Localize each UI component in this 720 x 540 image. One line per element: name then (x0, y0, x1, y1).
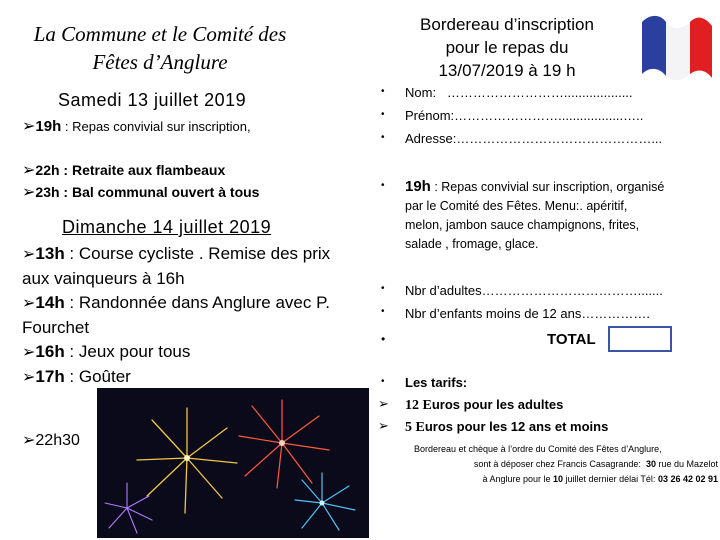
form-title-line-1: Bordereau d’inscription (420, 15, 594, 34)
tarif-children-text: uros pour les 12 ans et moins (424, 419, 609, 434)
adresse-dots: ………………………………………... (456, 131, 663, 146)
sun-item-4 (22, 365, 374, 390)
sun-item-time: 14h (35, 293, 65, 312)
bullet-icon: • (381, 376, 385, 387)
sat-item-time: 22h (35, 162, 60, 178)
sun-item-text: Fourchet (22, 317, 90, 337)
sat-item-text: : Bal communal ouvert à tous (59, 184, 260, 200)
note-text: juillet dernier délai Tél: (563, 474, 658, 484)
total-label: TOTAL (547, 331, 596, 348)
sun-item-1 (22, 242, 374, 267)
sat-item-1 (22, 116, 251, 135)
meal-time: 19h (405, 178, 431, 195)
header-line-2: Fêtes d’Anglure (92, 50, 228, 74)
tarif-children (405, 419, 608, 436)
sun-item-text: aux vainqueurs à 16h (22, 268, 185, 288)
arrow-bullet-icon: ➢ (22, 116, 36, 135)
total-input-box[interactable] (608, 326, 672, 352)
bullet-icon: • (381, 132, 385, 143)
sun-item-time: 13h (35, 244, 65, 263)
arrow-bullet-icon: ➢ (22, 342, 36, 361)
note-text: rue du Mazelot (655, 459, 718, 469)
prenom-field[interactable] (405, 108, 643, 123)
bullet-icon: • (381, 332, 386, 346)
arrow-bullet-icon: ➢ (22, 293, 36, 312)
sat-item-2 (22, 160, 225, 179)
form-title-line-2: pour le repas du (445, 38, 569, 57)
children-count-field[interactable]: Nbr d’enfants moins de 12 ans……………. (405, 306, 650, 321)
meal-line-2: par le Comité des Fêtes. Menu:. apéritif, (405, 199, 628, 213)
note-text: sont à déposer chez Francis Casagrande: (473, 459, 641, 469)
arrow-bullet-icon: ➢ (22, 244, 36, 263)
meal-description (405, 177, 717, 254)
note-line-2 (408, 457, 718, 472)
prenom-label: Prénom: (405, 108, 455, 123)
nom-field[interactable] (405, 85, 633, 100)
meal-line-1 (405, 177, 717, 197)
arrow-bullet-icon: ➢ (22, 182, 36, 201)
note-line-3 (408, 472, 718, 487)
arrow-bullet-icon: ➢ (378, 419, 389, 434)
sun-item-3 (22, 340, 374, 365)
note-phone: 03 26 42 02 91 (657, 474, 718, 484)
france-flag-icon (640, 4, 714, 84)
note-deadline-day: 10 (553, 474, 564, 484)
bullet-icon: • (381, 306, 385, 317)
sat-item-3 (22, 182, 259, 201)
sun-item-text: : Jeux pour tous (64, 342, 191, 361)
tarif-adults-text: uros pour les adultes (431, 397, 564, 412)
form-title (392, 13, 622, 82)
sun-item-text: : Randonnée dans Anglure avec P. (64, 293, 330, 312)
note-text: à Anglure pour le (482, 474, 554, 484)
tarif-adults-amount: 12 E (405, 398, 432, 413)
sunday-program (22, 242, 374, 389)
delivery-note (408, 442, 718, 487)
note-address-number: 30 (645, 459, 656, 469)
note-line-1: Bordereau et chèque à l’ordre du Comité des Fêtes d’Anglure, (414, 444, 662, 454)
arrow-bullet-icon: ➢ (22, 366, 36, 386)
tarif-children-amount: 5 E (405, 420, 425, 435)
sun-item-text: : Goûter (64, 366, 131, 386)
prenom-dots: ……………………..................….. (454, 108, 644, 123)
saturday-title: Samedi 13 juillet 2019 (58, 90, 247, 110)
header-line-1: La Commune et le Comité des (33, 22, 287, 46)
adults-count-field[interactable]: Nbr d’adultes………………………………....... (405, 283, 663, 298)
form-title-line-3: 13/07/2019 à 19 h (438, 61, 576, 80)
meal-text: : Repas convivial sur inscription, organisé (430, 180, 665, 194)
sat-item-time: 19h (35, 118, 62, 135)
sat-item-text: : Repas convivial sur inscription, (61, 119, 251, 134)
meal-line-4: salade , fromage, glace. (405, 237, 539, 251)
bullet-icon: • (381, 283, 385, 294)
tarif-adults (405, 397, 563, 414)
adresse-label: Adresse: (405, 131, 457, 146)
bullet-icon: • (381, 180, 385, 191)
arrow-bullet-icon: ➢ (22, 430, 36, 449)
sun-item-time: 22h30 (35, 432, 80, 449)
header-title (0, 20, 320, 76)
sat-item-text: : Retraite aux flambeaux (59, 162, 226, 178)
bullet-icon: • (381, 86, 385, 97)
sun-item-1-cont (22, 267, 374, 292)
sunday-title: Dimanche 14 juillet 2019 (62, 217, 272, 237)
sun-item-time: 17h (35, 366, 65, 386)
sun-item-5 (22, 430, 80, 450)
nom-dots: ………………………................... (446, 85, 633, 100)
sun-item-2 (22, 291, 374, 316)
sun-item-time: 16h (35, 342, 65, 361)
arrow-bullet-icon: ➢ (378, 397, 389, 412)
meal-line-3: melon, jambon sauce champignons, frites, (405, 218, 640, 232)
fireworks-image (97, 388, 369, 538)
nom-label: Nom: (405, 85, 437, 100)
arrow-bullet-icon: ➢ (22, 160, 36, 179)
sat-item-time: 23h (35, 184, 60, 200)
sun-item-2-cont (22, 316, 374, 341)
tarifs-title: Les tarifs: (405, 375, 468, 390)
adresse-field[interactable] (405, 131, 662, 146)
sun-item-text: : Course cycliste . Remise des prix (64, 244, 331, 263)
bullet-icon: • (381, 109, 385, 120)
